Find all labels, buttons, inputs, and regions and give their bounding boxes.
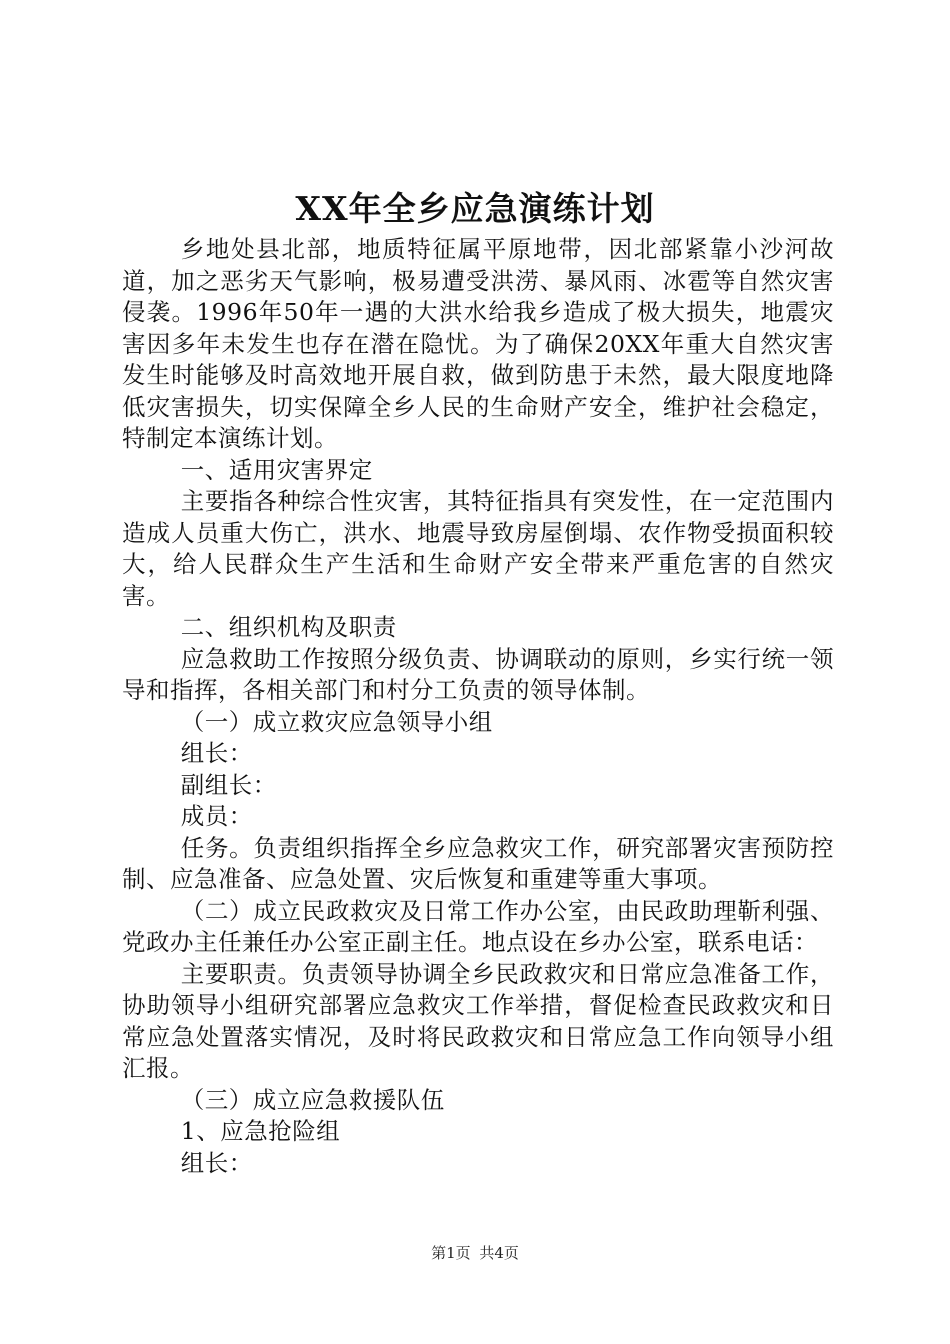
page-number: 第1页 xyxy=(431,1244,471,1262)
paragraph-main-duties: 主要职责。负责领导协调全乡民政救灾和日常应急准备工作，协助领导小组研究部署应急救灾工作举措，督促检查民政救灾和日常应急处置落实情况，及时将民政救灾和日常应急工作向领导小组汇报。 xyxy=(122,959,834,1082)
subsection-heading-3: （三）成立应急救援队伍 xyxy=(180,1085,445,1114)
document-body xyxy=(122,234,834,1179)
subsection-heading-2: （二）成立民政救灾及日常工作办公室，由民政助理靳利强、党政办主任兼任办公室正副主任。地点设在乡办公室，联系电话： xyxy=(122,896,834,956)
field-group-leader: 组长： xyxy=(180,739,253,767)
intro-paragraph: 乡地处县北部，地质特征属平原地带，因北部紧靠小沙河故道，加之恶劣天气影响，极易遭受洪涝、暴风雨、冰雹等自然灾害侵袭。1996年50年一遇的大洪水给我乡造成了极大损失，地震灾害因多年未发生也存在潜在隐忧。为了确保20XX年重大自然灾害发生时能够及时高效地开展自救，做到防患于未然，最大限度地降低灾害损失，切实保障全乡人民的生命财产安全，维护社会稳定，特制定本演练计划。 xyxy=(122,235,834,452)
section-heading-1: 一、适用灾害界定 xyxy=(180,455,373,484)
item-emergency-rescue-group: 1、应急抢险组 xyxy=(180,1117,341,1145)
paragraph-disaster-definition: 主要指各种综合性灾害，其特征指具有突发性，在一定范围内造成人员重大伤亡，洪水、地震导致房屋倒塌、农作物受损面积较大，给人民群众生产生活和生命财产安全带来严重危害的自然灾害。 xyxy=(122,487,834,610)
subsection-heading-1: （一）成立救灾应急领导小组 xyxy=(180,707,493,736)
paragraph-tasks: 任务。负责组织指挥全乡应急救灾工作，研究部署灾害预防控制、应急准备、应急处置、灾后恢复和重建等重大事项。 xyxy=(122,833,834,893)
page-total: 共4页 xyxy=(479,1244,519,1262)
field-rescue-group-leader: 组长： xyxy=(180,1148,253,1177)
field-deputy-leader: 副组长： xyxy=(180,770,277,799)
section-heading-2: 二、组织机构及职责 xyxy=(180,613,397,641)
page-footer xyxy=(0,1243,950,1263)
document-title: XX年全乡应急演练计划 xyxy=(295,189,655,228)
paragraph-organization: 应急救助工作按照分级负责、协调联动的原则，乡实行统一领导和指挥，各相关部门和村分工负责的领导体制。 xyxy=(122,644,834,704)
field-members: 成员： xyxy=(180,802,253,830)
